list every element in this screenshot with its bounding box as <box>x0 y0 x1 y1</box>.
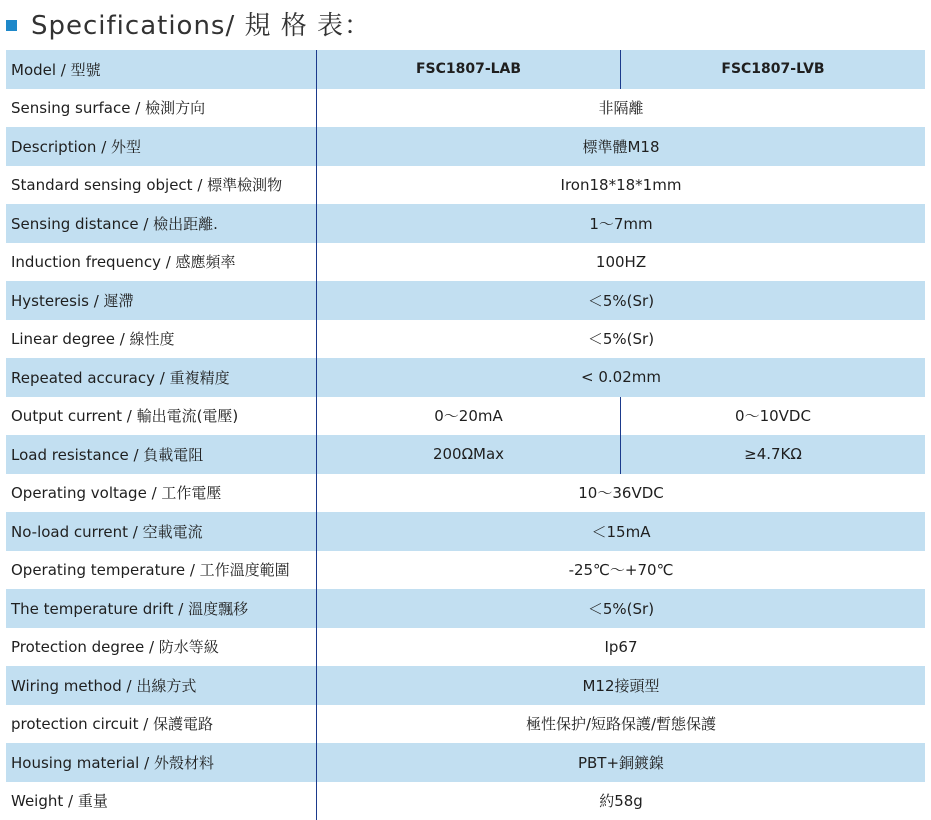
table-row <box>6 89 925 128</box>
row-label: Sensing surface / 檢測方向 <box>6 89 317 128</box>
table-row <box>6 666 925 705</box>
row-label: Linear degree / 線性度 <box>6 320 317 359</box>
row-value: ＜5%(Sr) <box>317 281 925 320</box>
row-value: < 0.02mm <box>317 358 925 397</box>
row-value-lvb: 0～10VDC <box>621 397 925 436</box>
row-value: ＜15mA <box>317 512 925 551</box>
row-value-lvb: ≥4.7KΩ <box>621 435 925 474</box>
table-header-row <box>6 50 925 89</box>
row-label: No-load current / 空載電流 <box>6 512 317 551</box>
row-label: Output current / 輸出電流(電壓) <box>6 397 317 436</box>
row-label: Operating temperature / 工作溫度範圍 <box>6 551 317 590</box>
row-value: 約58g <box>317 782 925 820</box>
specifications-table <box>6 50 925 820</box>
table-row <box>6 204 925 243</box>
table-row <box>6 628 925 667</box>
row-label: Induction frequency / 感應頻率 <box>6 243 317 282</box>
row-value-lab: 0～20mA <box>317 397 621 436</box>
row-value: Iron18*18*1mm <box>317 166 925 205</box>
table-row <box>6 243 925 282</box>
table-row <box>6 474 925 513</box>
table-row <box>6 589 925 628</box>
model-fsc1807-lab: FSC1807-LAB <box>317 50 621 89</box>
row-label: Operating voltage / 工作電壓 <box>6 474 317 513</box>
row-value: 1～7mm <box>317 204 925 243</box>
row-label: Protection degree / 防水等級 <box>6 628 317 667</box>
model-label: Model / 型號 <box>6 50 317 89</box>
row-value: Ip67 <box>317 628 925 667</box>
table-row <box>6 281 925 320</box>
table-row <box>6 782 925 820</box>
table-row <box>6 435 925 474</box>
row-label: Hysteresis / 遲滯 <box>6 281 317 320</box>
square-bullet-icon <box>6 20 17 31</box>
row-label: protection circuit / 保護電路 <box>6 705 317 744</box>
row-label: Housing material / 外殼材料 <box>6 743 317 782</box>
table-row <box>6 397 925 436</box>
row-value: 非隔離 <box>317 89 925 128</box>
row-value: M12接頭型 <box>317 666 925 705</box>
row-label: Sensing distance / 檢出距離. <box>6 204 317 243</box>
table-row <box>6 705 925 744</box>
table-row <box>6 127 925 166</box>
row-value: 100HZ <box>317 243 925 282</box>
row-value: PBT+銅鍍鎳 <box>317 743 925 782</box>
table-row <box>6 166 925 205</box>
specifications-heading <box>6 4 371 42</box>
table-row <box>6 358 925 397</box>
page-title: Specifications/ 規 格 表： <box>31 5 371 42</box>
table-row <box>6 551 925 590</box>
row-label: Standard sensing object / 標準檢測物 <box>6 166 317 205</box>
table-row <box>6 320 925 359</box>
row-label: Load resistance / 負載電阻 <box>6 435 317 474</box>
row-value: -25℃～+70℃ <box>317 551 925 590</box>
row-label: Repeated accuracy / 重複精度 <box>6 358 317 397</box>
row-value: 極性保护/短路保護/暫態保護 <box>317 705 925 744</box>
row-label: Weight / 重量 <box>6 782 317 820</box>
row-value: 標準體M18 <box>317 127 925 166</box>
model-fsc1807-lvb: FSC1807-LVB <box>621 50 925 89</box>
row-label: The temperature drift / 溫度飄移 <box>6 589 317 628</box>
table-row <box>6 743 925 782</box>
row-value: ＜5%(Sr) <box>317 589 925 628</box>
table-row <box>6 512 925 551</box>
row-label: Wiring method / 出線方式 <box>6 666 317 705</box>
row-label: Description / 外型 <box>6 127 317 166</box>
row-value-lab: 200ΩMax <box>317 435 621 474</box>
row-value: 10～36VDC <box>317 474 925 513</box>
row-value: ＜5%(Sr) <box>317 320 925 359</box>
